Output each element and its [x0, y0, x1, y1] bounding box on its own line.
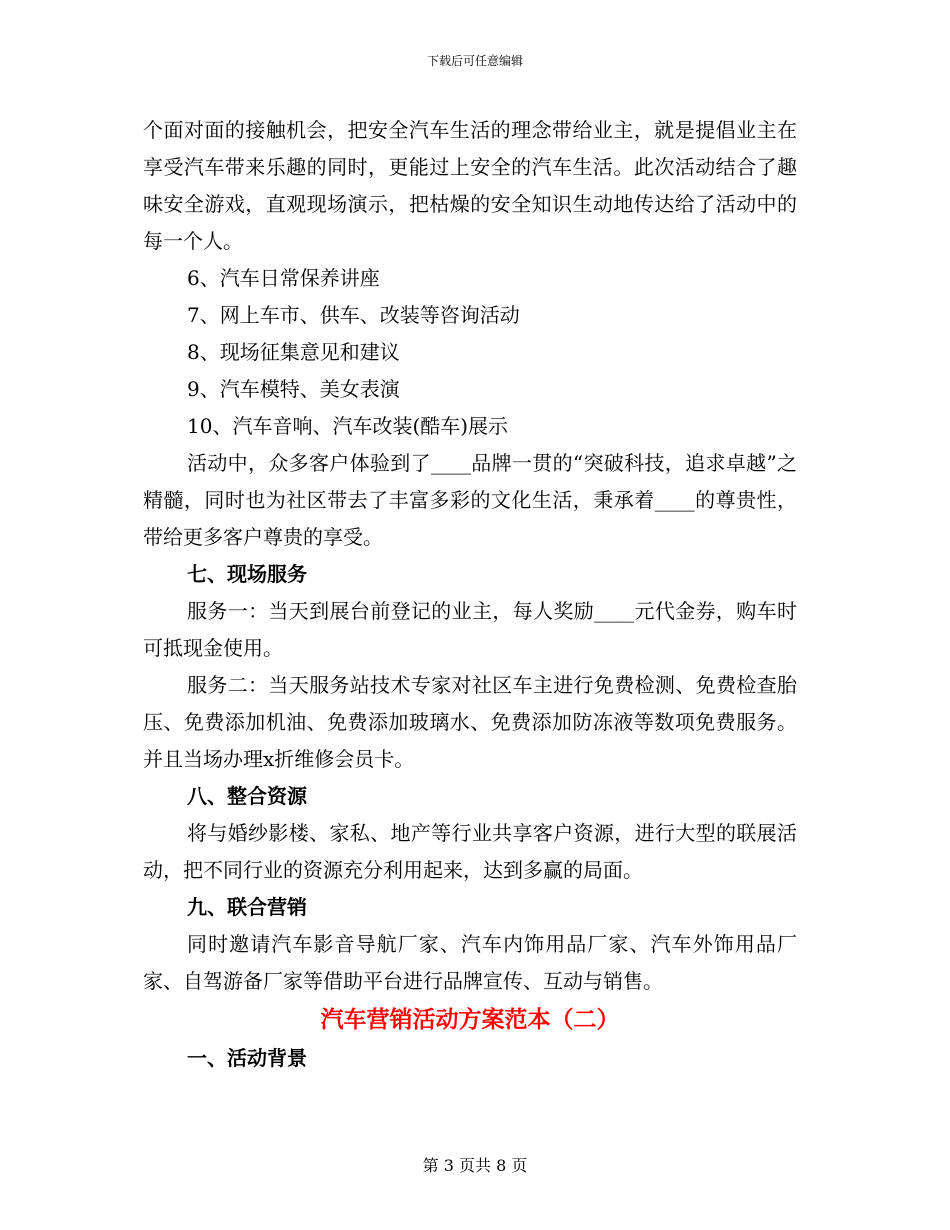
list-item-6: 6、汽车日常保养讲座 — [187, 266, 380, 290]
document-title: 汽车营销活动方案范本（二） — [320, 1007, 620, 1033]
section-heading-joint-marketing: 九、联合营销 — [187, 895, 307, 919]
list-item-8: 8、现场征集意见和建议 — [187, 340, 400, 364]
paragraph-service-two: 服务二：当天服务站技术专家对社区车主进行免费检测、免费检查胎压、免费添加机油、免费添加玻璃水、免费添加防冻液等数项免费服务。并且当场办理x折维修会员卡。 — [143, 673, 797, 771]
paragraph-activity-intro: 个面对面的接触机会，把安全汽车生活的理念带给业主，就是提倡业主在享受汽车带来乐趣的同时，更能过上安全的汽车生活。此次活动结合了趣味安全游戏，直观现场演示，把枯燥的安全知识生动地传达给了活动中的每一个人。 — [143, 118, 797, 253]
section-heading-resources: 八、整合资源 — [187, 784, 307, 808]
paragraph-service-one: 服务一：当天到展台前登记的业主，每人奖励____元代金券，购车时可抵现金使用。 — [143, 599, 797, 660]
paragraph-customer-experience: 活动中，众多客户体验到了____品牌一贯的“突破科技，追求卓越”之精髓，同时也为社区带去了丰富多彩的文化生活，秉承着____的尊贵性，带给更多客户尊贵的享受。 — [143, 451, 797, 549]
section-heading-background: 一、活动背景 — [187, 1046, 307, 1070]
list-item-9: 9、汽车模特、美女表演 — [187, 377, 400, 401]
page-footer: 第 3 页共 8 页 — [422, 1156, 528, 1175]
list-item-10: 10、汽车音响、汽车改装(酷车)展示 — [187, 414, 509, 438]
section-heading-onsite-service: 七、现场服务 — [187, 562, 307, 586]
page-header: 下载后可任意编辑 — [426, 54, 523, 68]
paragraph-joint-marketing: 同时邀请汽车影音导航厂家、汽车内饰用品厂家、汽车外饰用品厂家、自驾游备厂家等借助平台进行品牌宣传、互动与销售。 — [143, 932, 797, 993]
paragraph-resources: 将与婚纱影楼、家私、地产等行业共享客户资源，进行大型的联展活动，把不同行业的资源充分利用起来，达到多赢的局面。 — [143, 821, 797, 882]
document-body — [143, 112, 797, 1077]
list-item-7: 7、网上车市、供车、改装等咨询活动 — [187, 303, 520, 327]
